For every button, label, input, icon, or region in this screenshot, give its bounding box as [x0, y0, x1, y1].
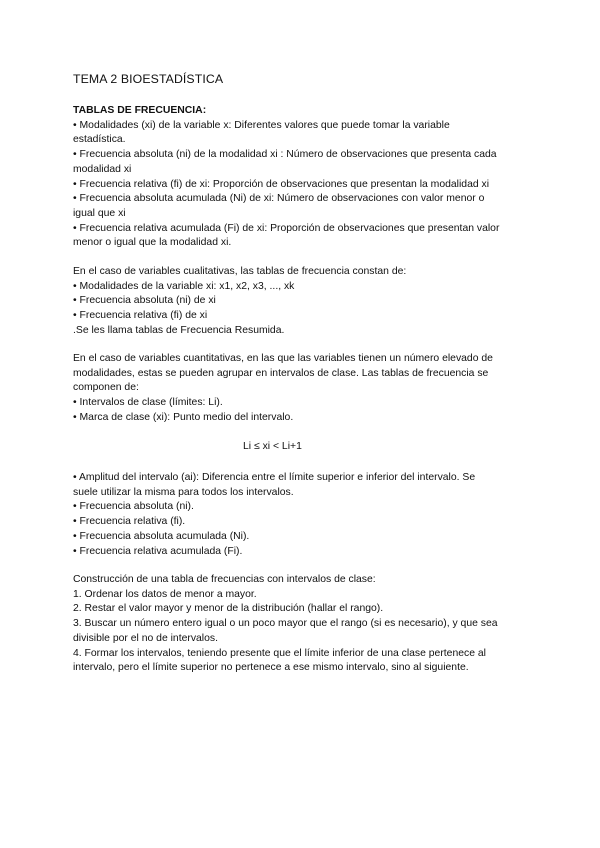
- text-line: 1. Ordenar los datos de menor a mayor.: [73, 588, 257, 600]
- text-line: 2. Restar el valor mayor y menor de la distribución (hallar el rango).: [73, 603, 384, 615]
- text-line: • Frecuencia relativa acumulada (Fi) de xi: Proporción de observaciones que presentan valor: [73, 222, 500, 234]
- text-line: • Frecuencia relativa (fi).: [73, 516, 186, 528]
- text-line: • Modalidades (xi) de la variable x: Diferentes valores que puede tomar la variable: [73, 119, 450, 131]
- text-line: • Frecuencia absoluta acumulada (Ni) de xi: Número de observaciones con valor menor o: [73, 193, 485, 205]
- text-line: Construcción de una tabla de frecuencias con intervalos de clase:: [73, 574, 376, 585]
- text-line: • Frecuencia absoluta (ni) de la modalidad xi : Número de observaciones que presenta cada: [73, 149, 497, 161]
- text-line: .Se les llama tablas de Frecuencia Resumida.: [73, 324, 285, 336]
- text-line: • Frecuencia absoluta (ni) de xi: [73, 295, 216, 307]
- text-line: • Modalidades de la variable xi: x1, x2, x3, ..., xk: [73, 280, 295, 292]
- text-line: • Frecuencia absoluta acumulada (Ni).: [73, 530, 250, 542]
- text-line: intervalo, pero el límite superior no pertenece a ese mismo intervalo, sino al siguiente.: [73, 662, 469, 674]
- document-title: TEMA 2 BIOESTADÍSTICA: [73, 72, 224, 86]
- text-line: igual que xi: [73, 207, 126, 219]
- text-line: • Marca de clase (xi): Punto medio del intervalo.: [73, 411, 294, 423]
- text-line: 4. Formar los intervalos, teniendo presente que el límite inferior de una clase pertenece al: [73, 647, 486, 659]
- text-line: menor o igual que la modalidad xi.: [73, 237, 232, 249]
- construction-steps-section: [73, 573, 533, 676]
- text-line: modalidades, estas se pueden agrupar en intervalos de clase. Las tablas de frecuencia se: [73, 367, 489, 379]
- text-line: 3. Buscar un número entero igual o un poco mayor que el rango (si es necesario), y que sea: [73, 618, 498, 630]
- qualitative-variables-section: [73, 265, 533, 339]
- text-line: estadística.: [73, 134, 126, 146]
- text-line: • Frecuencia relativa acumulada (Fi).: [73, 545, 243, 557]
- text-line: • Frecuencia relativa (fi) de xi: Proporción de observaciones que presentan la modalidad xi: [73, 178, 490, 190]
- text-line: En el caso de variables cualitativas, las tablas de frecuencia constan de:: [73, 266, 407, 277]
- text-line: modalidad xi: [73, 163, 132, 175]
- text-line: divisible por el no de intervalos.: [73, 632, 218, 644]
- text-line: suele utilizar la misma para todos los intervalos.: [73, 486, 294, 498]
- interval-formula: Li ≤ xi < Li+1: [243, 441, 302, 452]
- text-line: • Intervalos de clase (límites: Li).: [73, 397, 223, 409]
- quantitative-variables-section: [73, 352, 533, 426]
- text-line: • Frecuencia relativa (fi) de xi: [73, 310, 208, 322]
- interval-properties-section: [73, 471, 533, 559]
- section-heading: TABLAS DE FRECUENCIA:: [73, 105, 207, 116]
- frequency-tables-section: [73, 104, 533, 251]
- text-line: En el caso de variables cuantitativas, en las que las variables tienen un número elevado de: [73, 353, 493, 364]
- text-line: • Frecuencia absoluta (ni).: [73, 501, 194, 513]
- text-line: componen de:: [73, 382, 139, 394]
- text-line: • Amplitud del intervalo (ai): Diferencia entre el límite superior e inferior del intervalo. Se: [73, 472, 476, 483]
